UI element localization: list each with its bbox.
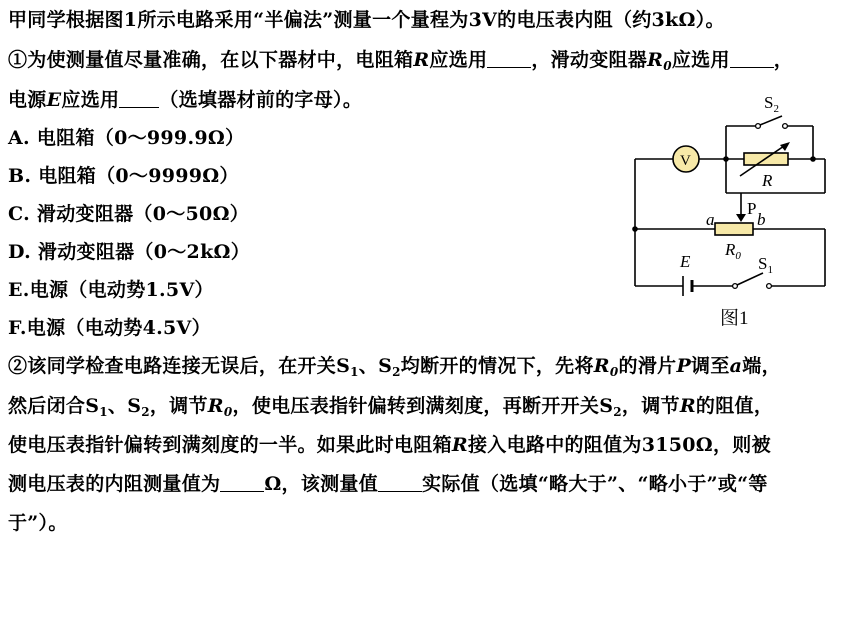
text: 的滑片 [618,355,677,377]
var-E: E [46,89,62,111]
label-b: b [757,210,766,229]
battery-icon [683,276,692,296]
option-c: C. 滑动变阻器（0～50Ω） [8,203,250,225]
switch-s2 [756,116,788,128]
text: 应选用 [61,89,120,111]
text: 均断开的情况下，先将 [400,355,594,377]
label-v: V [680,153,691,169]
text: 、S [107,395,142,417]
circuit-diagram [620,86,842,336]
slider-arrow-P [736,214,746,222]
text: 使电压表指针偏转到满刻度的一半。如果此时电阻箱 [8,434,452,456]
text: 接入电路中的阻值为3150Ω，则被 [468,434,771,456]
answer-blank-4[interactable] [220,473,264,492]
text: 实际值（选填“略大于”、“略小于”或“等 [422,473,768,495]
var-R: R [413,49,430,71]
var-a: a [729,355,743,377]
label-a: a [706,210,715,229]
label-r: R [762,171,773,190]
answer-blank-1[interactable] [487,49,531,68]
subscript: 0 [663,59,672,73]
text: 调至 [691,355,730,377]
question-part2-end: 于”）。 [8,512,68,534]
text: 端， [742,355,781,377]
var-R: R [679,395,696,417]
subscript: 2 [392,365,401,379]
question-intro: 甲同学根据图1所示电路采用“半偏法”测量一个量程为3V的电压表内阻（约3kΩ）。 [8,9,725,31]
var-R0: R [207,395,224,417]
label-p: P [747,199,757,218]
text: 然后闭合S [8,395,100,417]
text: 电源 [8,89,47,111]
question-part1-cont [8,87,362,113]
circuit-wires [635,126,825,286]
text: 应选用 [429,49,488,71]
label-r0: $R_0$ [725,240,741,262]
rheostat-R0 [715,223,753,235]
text: ， [773,49,794,71]
question-part1 [8,47,793,73]
subscript: 0 [609,365,619,379]
text: ，滑动变阻器 [531,49,648,71]
option-a: A. 电阻箱（0～999.9Ω） [8,127,245,149]
junction-dots [632,156,816,232]
text: 测电压表的内阻测量值为 [8,473,221,495]
option-e: E.电源（电动势1.5V） [8,279,214,301]
question-part2-cont [8,393,773,419]
option-d: D. 滑动变阻器（0～2kΩ） [8,241,251,263]
subscript: 1 [99,405,108,419]
option-b: B. 电阻箱（0～9999Ω） [8,165,239,187]
text: ②该同学检查电路连接无误后，在开关S [8,355,351,377]
text: 的阻值， [695,395,774,417]
answer-blank-3[interactable] [119,89,159,108]
subscript: 2 [141,405,150,419]
question-part2-cont2 [8,432,771,458]
option-f: F.电源（电动势4.5V） [8,317,211,339]
var-R: R [451,434,468,456]
label-s1: $S_1$ [758,254,773,276]
switch-s1 [733,273,772,288]
answer-blank-2[interactable] [730,49,774,68]
figure-caption: 图1 [720,308,749,329]
label-s2: $S_2$ [764,93,779,115]
label-e: E [680,252,691,271]
text: （选填器材前的字母）。 [159,89,363,111]
subscript: 2 [613,405,622,419]
answer-blank-5[interactable] [378,473,422,492]
text: 应选用 [671,49,730,71]
text: ①为使测量值尽量准确，在以下器材中，电阻箱 [8,49,414,71]
var-R0: R [647,49,664,71]
text: Ω，该测量值 [264,473,379,495]
subscript: 1 [350,365,359,379]
question-part2-cont3 [8,471,768,497]
var-P: P [676,355,692,377]
text: ，使电压表指针偏转到满刻度，再断开开关S [232,395,614,417]
text: 、S [358,355,393,377]
var-R0: R [593,355,610,377]
text: ，调节 [621,395,680,417]
question-part2 [8,353,781,379]
text: ，调节 [149,395,208,417]
subscript: 0 [223,405,233,419]
